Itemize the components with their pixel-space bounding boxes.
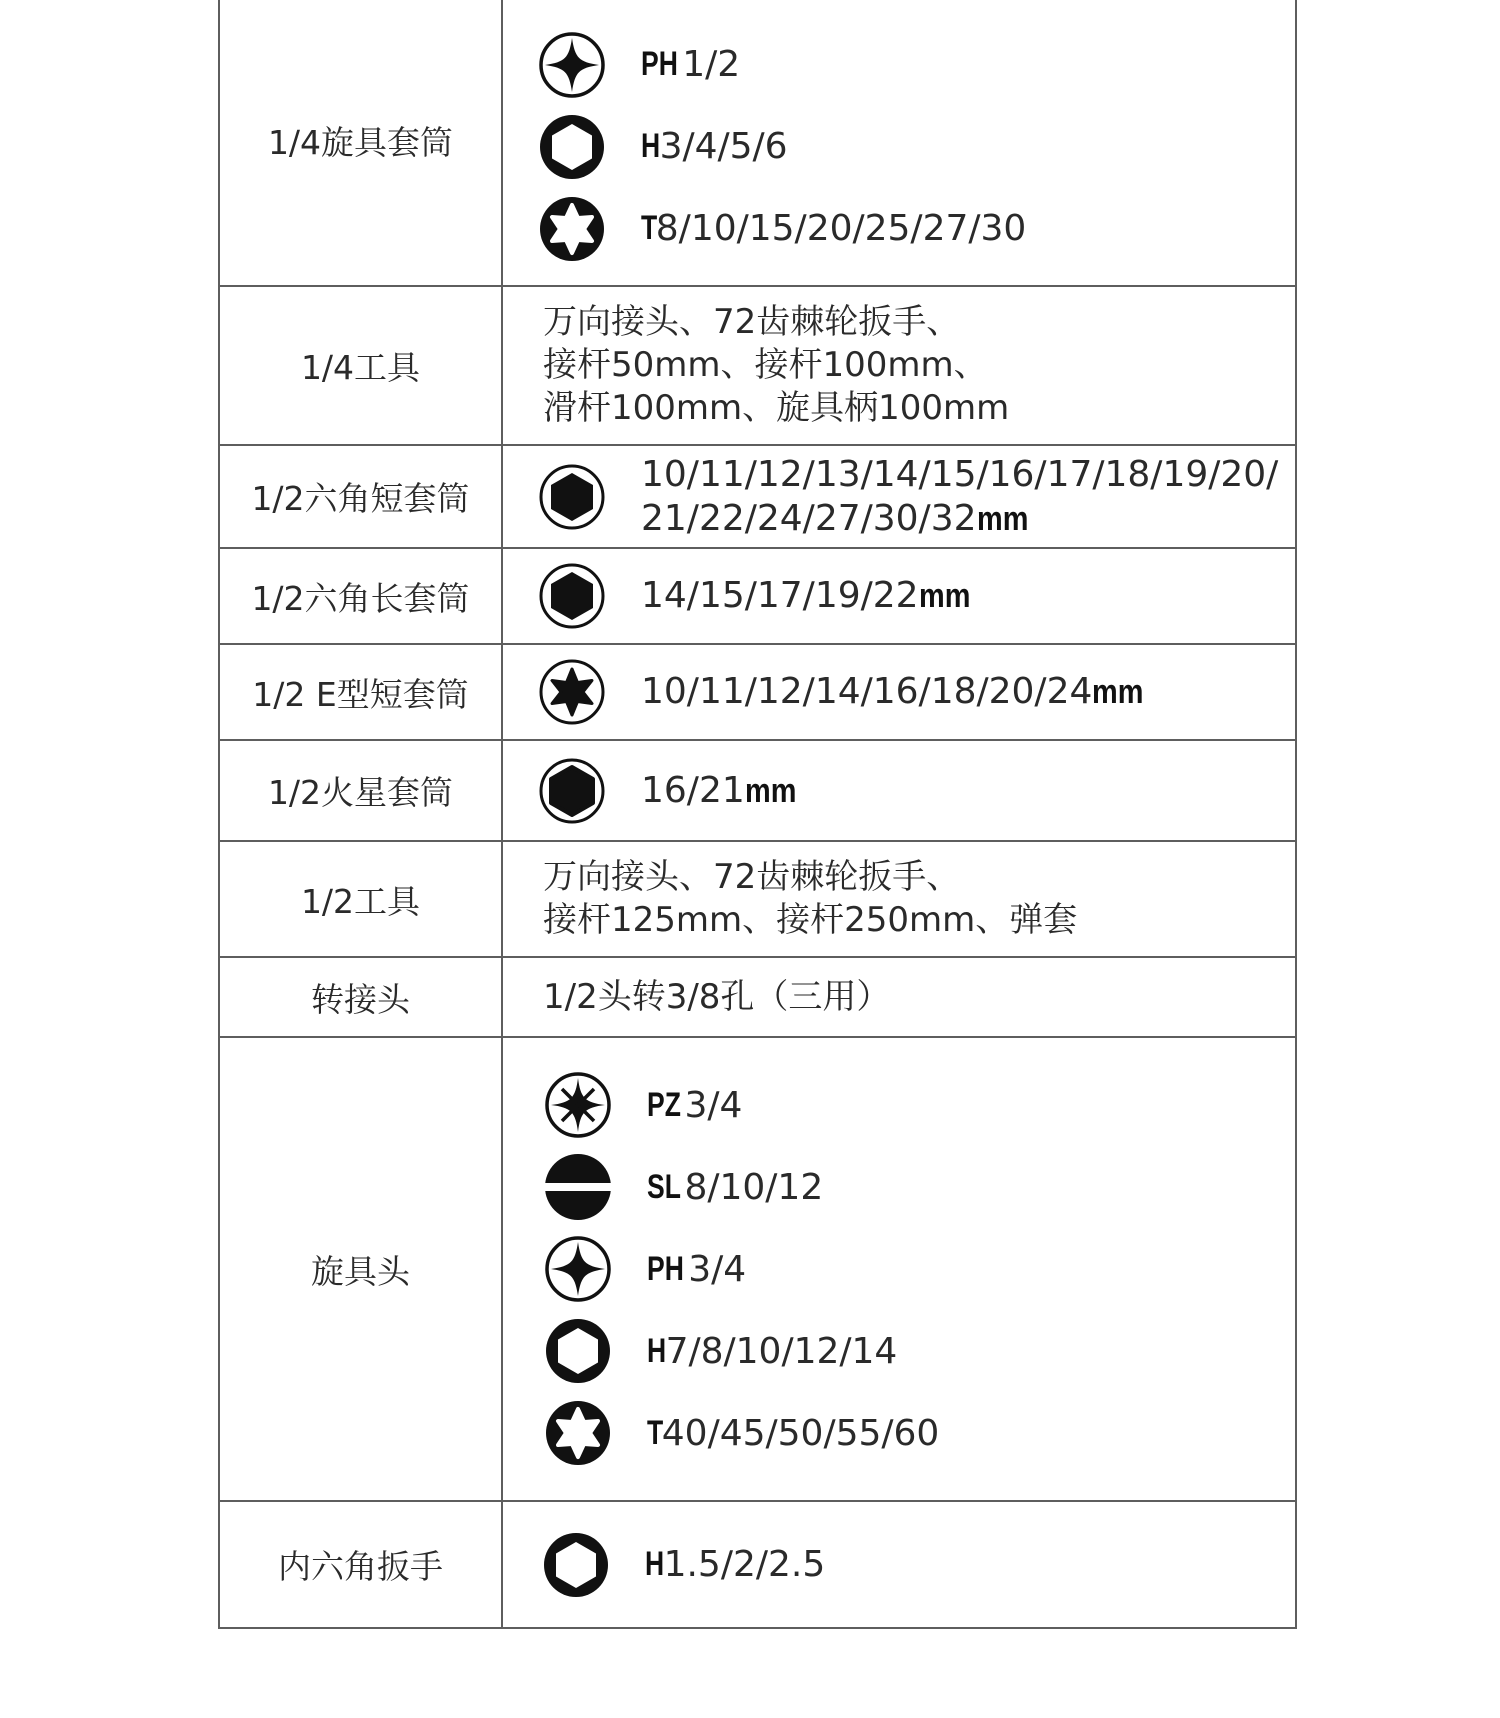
bit-sizes: 7/8/10/12/14	[665, 1330, 898, 1372]
row-content	[502, 0, 1296, 286]
partial-icon	[537, 0, 607, 10]
adapter-text: 1/2头转3/8孔（三用）	[543, 976, 891, 1017]
text-line: 接杆125mm、接杆250mm、弹套	[543, 900, 1078, 940]
torx-icon	[537, 194, 607, 264]
table-row	[219, 548, 1296, 644]
bit-item	[537, 188, 1295, 270]
row-label: 1/2工具	[219, 841, 502, 957]
bit-item	[537, 24, 1295, 106]
table-row	[219, 445, 1296, 548]
bit-sizes: 3/4/5/6	[659, 126, 788, 167]
unit-label: mm	[1092, 673, 1144, 711]
sizes-text: 16/21	[641, 769, 745, 811]
bit-item	[537, 106, 1295, 188]
slotted-icon	[543, 1152, 613, 1222]
row-content	[502, 740, 1296, 841]
bit-item	[543, 1228, 1295, 1310]
bit-item	[543, 1392, 1295, 1474]
row-content	[502, 445, 1296, 548]
bit-code: T	[641, 209, 658, 247]
table-row	[219, 740, 1296, 841]
bit-sizes: 3/4	[688, 1248, 747, 1290]
bit-code: H	[645, 1545, 665, 1583]
bit-code: PZ	[647, 1085, 681, 1124]
bit-item	[543, 1310, 1295, 1392]
row-label: 1/2 E型短套筒	[219, 644, 502, 740]
bit-item	[543, 1146, 1295, 1228]
row-content	[502, 548, 1296, 644]
bit-sizes: 1/2	[682, 44, 741, 85]
phillips-icon	[537, 30, 607, 100]
bit-sizes: 8/10/12	[684, 1166, 824, 1208]
sizes-text: 14/15/17/19/22	[641, 575, 919, 616]
sizes-line: 21/22/24/27/30/32	[641, 497, 977, 539]
text-line: 万向接头、72齿棘轮扳手、	[543, 302, 961, 342]
row-content	[502, 957, 1296, 1037]
text-line: 接杆50mm、接杆100mm、	[543, 345, 988, 385]
bit-code: H	[647, 1331, 667, 1370]
bit-code: PH	[641, 45, 678, 83]
row-label: 1/2六角短套筒	[219, 445, 502, 548]
row-content	[502, 1501, 1296, 1628]
sizes-line: 10/11/12/13/14/15/16/17/18/19/20/	[641, 453, 1279, 495]
table-row	[219, 286, 1296, 445]
hex-outline-icon	[543, 1316, 613, 1386]
e-torx-socket-icon	[537, 657, 607, 727]
table-row	[219, 1037, 1296, 1501]
row-label: 内六角扳手	[219, 1501, 502, 1628]
row-label: 1/4工具	[219, 286, 502, 445]
row-content	[502, 841, 1296, 957]
unit-label: mm	[918, 577, 970, 615]
table-row	[219, 957, 1296, 1037]
sizes-text: 10/11/12/14/16/18/20/24	[641, 671, 1093, 712]
row-content	[502, 644, 1296, 740]
hex-outline-icon	[541, 1530, 611, 1600]
tool-spec-table	[218, 0, 1297, 1629]
table-row	[219, 1501, 1296, 1628]
bit-item	[541, 1524, 1295, 1606]
bit-sizes: 3/4	[684, 1084, 743, 1126]
hex-socket-icon	[537, 462, 607, 532]
bit-sizes: 1.5/2/2.5	[663, 1544, 826, 1585]
text-line: 滑杆100mm、旋具柄100mm	[543, 388, 1010, 428]
bit-code: T	[647, 1413, 664, 1452]
row-content	[502, 1037, 1296, 1501]
text-line: 万向接头、72齿棘轮扳手、	[543, 857, 961, 897]
phillips-icon	[543, 1234, 613, 1304]
bit-sizes: 40/45/50/55/60	[661, 1412, 940, 1454]
unit-label: mm	[976, 499, 1028, 538]
unit-label: mm	[744, 771, 797, 810]
row-label: 1/2火星套筒	[219, 740, 502, 841]
spark-plug-socket-icon	[537, 756, 607, 826]
bit-code: SL	[647, 1167, 681, 1206]
hex-outline-icon	[537, 112, 607, 182]
row-content	[502, 286, 1296, 445]
row-label: 1/2六角长套筒	[219, 548, 502, 644]
row-label: 旋具头	[219, 1037, 502, 1501]
bit-code: PH	[647, 1249, 684, 1288]
pozidriv-icon	[543, 1070, 613, 1140]
bit-code: H	[641, 127, 661, 165]
bit-sizes: 8/10/15/20/25/27/30	[655, 208, 1027, 249]
table-row	[219, 644, 1296, 740]
table-row	[219, 0, 1296, 286]
torx-icon	[543, 1398, 613, 1468]
hex-socket-icon	[537, 561, 607, 631]
table-row	[219, 841, 1296, 957]
bit-item	[543, 1064, 1295, 1146]
row-label: 1/4旋具套筒	[219, 0, 502, 286]
row-label: 转接头	[219, 957, 502, 1037]
